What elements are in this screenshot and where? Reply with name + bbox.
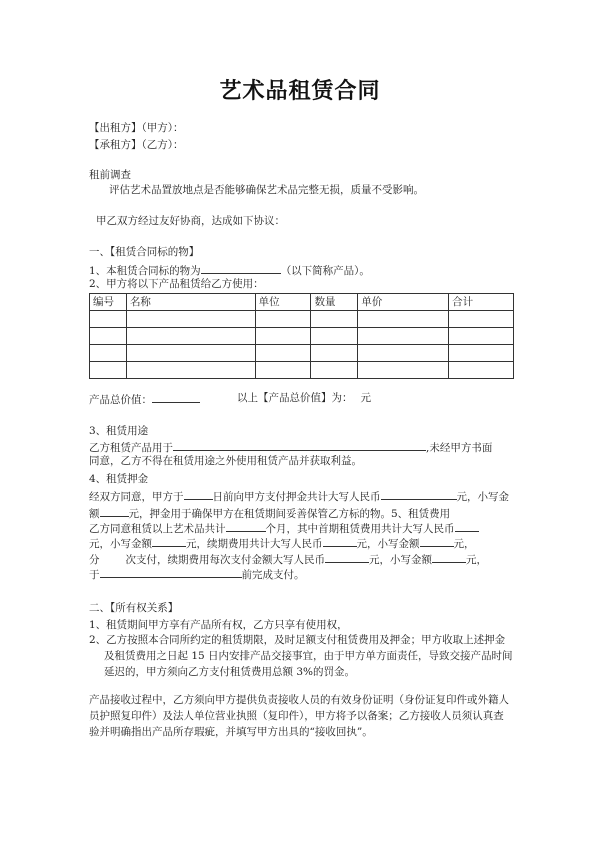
table-cell[interactable] — [449, 362, 514, 379]
table-cell[interactable] — [358, 345, 449, 362]
section4-line6 — [89, 566, 305, 582]
section1-item1-text-b: （以下简称产品）。 — [280, 265, 370, 277]
table-cell[interactable] — [311, 328, 358, 345]
section4-line2 — [89, 505, 450, 521]
table-header-cell: 编号 — [90, 294, 127, 311]
section4-text: 元，续期费用共计大写人民币 — [186, 538, 323, 550]
section4-text: 元，押金用于确保甲方在租赁期间妥善保管乙方标的物。5、租赁费用 — [128, 508, 451, 520]
section2-item1: 1、租赁期间甲方享有产品所有权，乙方只享有使用权， — [89, 619, 348, 631]
acceptance-line3: 验并明确指出产品所存瑕疵，并填写甲方出具的“接收回执”。 — [89, 726, 373, 738]
table-header-cell: 数量 — [311, 294, 358, 311]
section4-line5 — [89, 551, 487, 567]
table-header-cell: 单位 — [255, 294, 311, 311]
section1-item2: 2、甲方将以下产品租赁给乙方使用： — [89, 278, 264, 290]
section2-item2-line1: 2、乙方按照本合同所约定的租赁期限，及时足额支付租赁费用及押金；甲方收取上述押金 — [89, 634, 506, 646]
section4-text: 元，小写金额 — [369, 554, 432, 566]
usage-blank[interactable] — [173, 439, 426, 451]
section4-text: 于 — [89, 569, 100, 581]
goods-table — [89, 293, 514, 379]
table-row — [90, 328, 514, 345]
table-cell[interactable] — [311, 311, 358, 328]
table-header-cell: 合计 — [449, 294, 514, 311]
installment-upper-blank[interactable] — [325, 551, 369, 563]
section3-text-b: ,未经甲方书面 — [426, 442, 493, 454]
lessor-line: 【出租方】（甲方）： — [89, 122, 184, 134]
table-cell[interactable] — [90, 328, 127, 345]
section4-text: 前完成支付。 — [241, 569, 305, 581]
table-cell[interactable] — [255, 311, 311, 328]
section3-text-a: 乙方租赁产品用于 — [89, 442, 173, 454]
table-cell[interactable] — [90, 362, 127, 379]
table-row — [90, 311, 514, 328]
section3-heading: 3、租赁用途 — [89, 425, 149, 437]
table-cell[interactable] — [358, 311, 449, 328]
table-cell[interactable] — [255, 362, 311, 379]
section2-item2-line3: 延迟的，甲方须向乙方支付租赁费用总额 3%的罚金。 — [104, 666, 355, 678]
section3-line1 — [89, 439, 492, 455]
section4-line4 — [89, 535, 475, 551]
first-fee-lower-blank[interactable] — [152, 535, 186, 547]
table-cell[interactable] — [358, 362, 449, 379]
table-cell[interactable] — [449, 328, 514, 345]
renewal-lower-blank[interactable] — [420, 535, 454, 547]
table-header-cell: 名称 — [126, 294, 255, 311]
table-cell[interactable] — [255, 345, 311, 362]
survey-heading: 租前调查 — [89, 169, 131, 181]
lessee-line: 【承租方】（乙方）： — [89, 139, 184, 151]
section4-text: 日前向甲方支付押金共计大写人民币 — [212, 491, 381, 503]
table-row — [90, 362, 514, 379]
deposit-date-blank[interactable] — [184, 488, 213, 500]
total-above-line — [237, 391, 371, 405]
section4-text: 元，小写金额 — [356, 538, 420, 550]
table-cell[interactable] — [449, 311, 514, 328]
table-cell[interactable] — [126, 328, 255, 345]
survey-text: 评估艺术品置放地点是否能够确保艺术品完整无损，质量不受影响。 — [109, 184, 424, 196]
table-cell[interactable] — [126, 311, 255, 328]
total-value-blank[interactable] — [152, 391, 200, 403]
subject-blank[interactable] — [201, 262, 281, 274]
table-cell[interactable] — [449, 345, 514, 362]
section4-text: 乙方同意租赁以上艺术品共计 — [89, 523, 226, 535]
total-above-text-b: 元 — [360, 392, 371, 404]
section2-heading: 二、【所有权关系】 — [89, 602, 179, 614]
table-cell[interactable] — [358, 328, 449, 345]
section4-text: 元， — [453, 538, 475, 550]
total-above-text-a: 以上【产品总价值】为： — [237, 392, 353, 404]
table-cell[interactable] — [126, 345, 255, 362]
section4-heading: 4、租赁押金 — [89, 473, 149, 485]
total-value-line — [89, 391, 200, 407]
table-cell[interactable] — [90, 311, 127, 328]
first-fee-upper-blank[interactable] — [455, 520, 479, 532]
section2-item2-line2: 及租赁费用之日起 15 日内安排产品交接事宜，由于甲方单方面责任，导致交接产品时间 — [104, 650, 513, 662]
section4-text: 经双方同意，甲方于 — [89, 491, 184, 503]
agreement-intro: 甲乙双方经过友好协商，达成如下协议： — [96, 215, 285, 227]
payment-deadline-blank[interactable] — [100, 566, 242, 578]
section4-line1 — [89, 488, 509, 504]
section4-text: 个月，其中首期租赁费用共计大写人民币 — [265, 523, 455, 535]
section3-line2: 同意，乙方不得在租赁用途之外使用租赁产品并获取利益。 — [89, 455, 362, 467]
section4-text: 元，小写金 — [456, 491, 509, 503]
deposit-upper-blank[interactable] — [381, 488, 457, 500]
section4-text: 元， — [466, 554, 487, 566]
section1-item1 — [89, 262, 370, 278]
document-title: 艺术品租赁合同 — [219, 78, 381, 104]
table-cell[interactable] — [255, 328, 311, 345]
renewal-upper-blank[interactable] — [323, 535, 357, 547]
table-row — [90, 345, 514, 362]
table-header-row — [90, 294, 514, 311]
installment-lower-blank[interactable] — [432, 551, 466, 563]
section4-text: 分 — [89, 554, 100, 566]
section4-text: 元，小写金额 — [89, 538, 152, 550]
table-cell[interactable] — [90, 345, 127, 362]
table-cell[interactable] — [311, 362, 358, 379]
section1-heading: 一、【租赁合同标的物】 — [89, 246, 200, 258]
section1-item1-text-a: 1、本租赁合同标的物为 — [89, 265, 201, 277]
section4-line3 — [89, 520, 479, 536]
acceptance-line1: 产品接收过程中，乙方须向甲方提供负责接收人员的有效身份证明（身份证复印件或外籍人 — [89, 694, 509, 706]
table-header-cell: 单价 — [358, 294, 449, 311]
acceptance-line2: 员护照复印件）及法人单位营业执照（复印件），甲方将予以备案；乙方接收人员须认真查 — [89, 710, 504, 722]
table-cell[interactable] — [126, 362, 255, 379]
table-cell[interactable] — [311, 345, 358, 362]
section4-text: 次支付，续期费用每次支付金额大写人民币 — [125, 554, 325, 566]
months-blank[interactable] — [226, 520, 266, 532]
total-value-label: 产品总价值： — [89, 394, 152, 406]
deposit-lower-blank[interactable] — [100, 505, 129, 517]
section4-text: 额 — [89, 508, 100, 520]
